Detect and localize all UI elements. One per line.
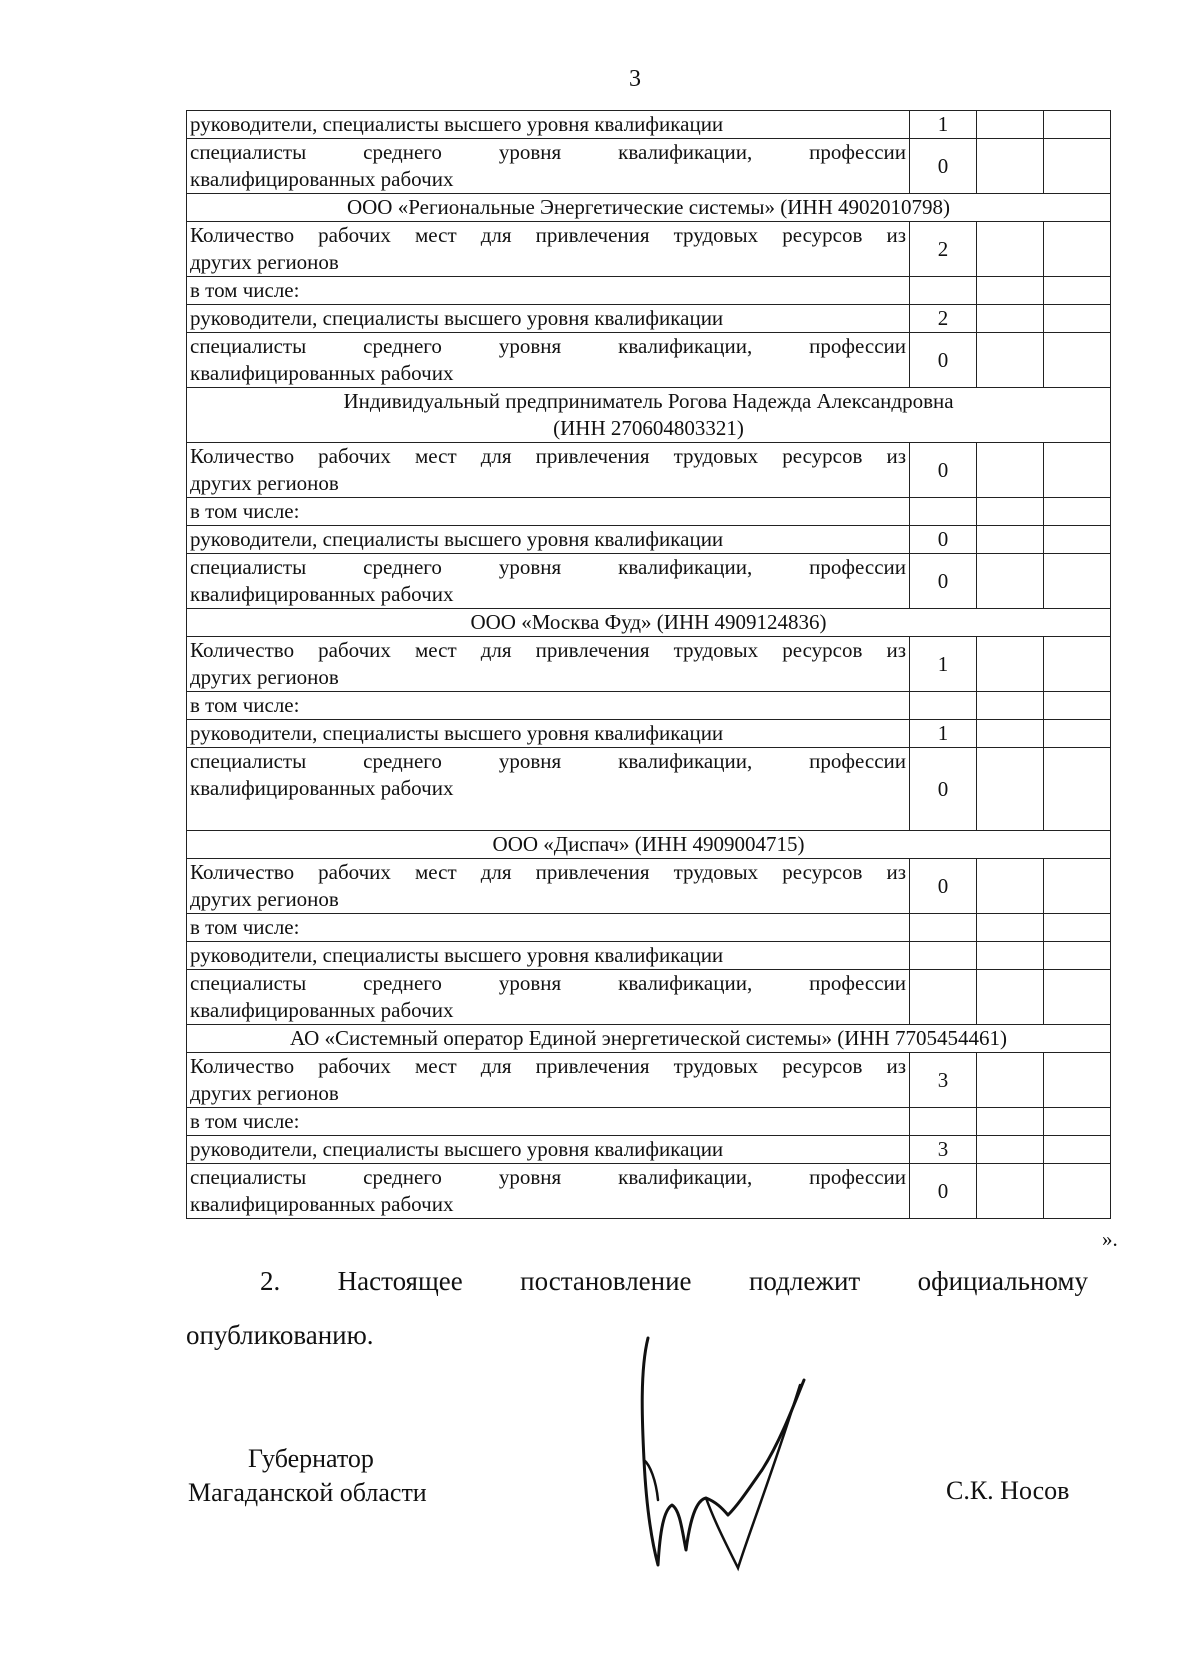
row-label-specialists: специалисты среднего уровня квалификации, профессии квалифицированных рабочих bbox=[187, 748, 910, 831]
table-row bbox=[187, 526, 1111, 554]
org-heading-row bbox=[187, 388, 1111, 443]
org-heading: ООО «Москва Фуд» (ИНН 4909124836) bbox=[187, 609, 1111, 637]
table-row bbox=[187, 914, 1111, 942]
table-row bbox=[187, 498, 1111, 526]
org-heading: ООО «Диспач» (ИНН 4909004715) bbox=[187, 831, 1111, 859]
org-heading-row bbox=[187, 831, 1111, 859]
table-row bbox=[187, 859, 1111, 914]
closing-quote: ». bbox=[1102, 1227, 1118, 1251]
table-row bbox=[187, 305, 1111, 333]
row-label-managers: руководители, специалисты высшего уровня квалификации bbox=[187, 720, 910, 748]
value-cell: 0 bbox=[910, 554, 977, 609]
workplaces-table bbox=[186, 110, 1111, 1219]
table-row bbox=[187, 970, 1111, 1025]
row-label-specialists: специалисты среднего уровня квалификации, профессии квалифицированных рабочих bbox=[187, 970, 910, 1025]
org-heading: АО «Системный оператор Единой энергетической системы» (ИНН 7705454461) bbox=[187, 1025, 1111, 1053]
org-heading-row bbox=[187, 194, 1111, 222]
row-label-including: в том числе: bbox=[187, 1108, 910, 1136]
value-cell: 1 bbox=[910, 720, 977, 748]
row-label-including: в том числе: bbox=[187, 914, 910, 942]
value-cell: 0 bbox=[910, 443, 977, 498]
paragraph-line1: 2. Настоящее постановление подлежит официальному bbox=[260, 1266, 1088, 1296]
table-row bbox=[187, 443, 1111, 498]
value-cell: 0 bbox=[910, 748, 977, 831]
row-label-workplaces: Количество рабочих мест для привлечения трудовых ресурсов из других регионов bbox=[187, 859, 910, 914]
row-label-workplaces: Количество рабочих мест для привлечения трудовых ресурсов из других регионов bbox=[187, 637, 910, 692]
signatory-name: С.К. Носов bbox=[946, 1476, 1070, 1505]
row-label-including: в том числе: bbox=[187, 692, 910, 720]
value-cell: 0 bbox=[910, 333, 977, 388]
value-cell: 1 bbox=[910, 637, 977, 692]
page-number: 3 bbox=[629, 66, 641, 92]
value-cell: 2 bbox=[910, 305, 977, 333]
table-row bbox=[187, 1136, 1111, 1164]
table-row bbox=[187, 111, 1111, 139]
row-label-workplaces: Количество рабочих мест для привлечения трудовых ресурсов из других регионов bbox=[187, 1053, 910, 1108]
paragraph-line2: опубликованию. bbox=[186, 1320, 374, 1350]
table-row bbox=[187, 692, 1111, 720]
row-label-specialists: специалисты среднего уровня квалификации, профессии квалифицированных рабочих bbox=[187, 554, 910, 609]
row-label-including: в том числе: bbox=[187, 498, 910, 526]
table-row bbox=[187, 1108, 1111, 1136]
value-cell: 0 bbox=[910, 526, 977, 554]
row-label-specialists: специалисты среднего уровня квалификации, профессии квалифицированных рабочих bbox=[187, 1164, 910, 1219]
value-cell bbox=[910, 942, 977, 970]
row-label-including: в том числе: bbox=[187, 277, 910, 305]
org-heading: ООО «Региональные Энергетические системы» (ИНН 4902010798) bbox=[187, 194, 1111, 222]
org-heading-row bbox=[187, 1025, 1111, 1053]
table-row bbox=[187, 1164, 1111, 1219]
value-cell: 0 bbox=[910, 139, 977, 194]
value-cell: 1 bbox=[910, 111, 977, 139]
table-row bbox=[187, 554, 1111, 609]
row-label-managers: руководители, специалисты высшего уровня квалификации bbox=[187, 526, 910, 554]
table-row bbox=[187, 222, 1111, 277]
org-heading-row bbox=[187, 609, 1111, 637]
row-label-managers: руководители, специалисты высшего уровня квалификации bbox=[187, 942, 910, 970]
row-label-managers: руководители, специалисты высшего уровня квалификации bbox=[187, 111, 910, 139]
row-label-specialists: специалисты среднего уровня квалификации, профессии квалифицированных рабочих bbox=[187, 333, 910, 388]
table-row bbox=[187, 277, 1111, 305]
table-row bbox=[187, 720, 1111, 748]
org-heading: Индивидуальный предприниматель Рогова Надежда Александровна (ИНН 270604803321) bbox=[187, 388, 1111, 443]
value-cell: 0 bbox=[910, 859, 977, 914]
table-row bbox=[187, 139, 1111, 194]
handwritten-signature bbox=[630, 1330, 850, 1590]
value-cell: 3 bbox=[910, 1053, 977, 1108]
table-row bbox=[187, 333, 1111, 388]
value-cell: 0 bbox=[910, 1164, 977, 1219]
row-label-managers: руководители, специалисты высшего уровня квалификации bbox=[187, 1136, 910, 1164]
table-row bbox=[187, 942, 1111, 970]
value-cell: 3 bbox=[910, 1136, 977, 1164]
row-label-specialists: специалисты среднего уровня квалификации, профессии квалифицированных рабочих bbox=[187, 139, 910, 194]
row-label-workplaces: Количество рабочих мест для привлечения трудовых ресурсов из других регионов bbox=[187, 222, 910, 277]
table-row bbox=[187, 748, 1111, 831]
value-cell: 2 bbox=[910, 222, 977, 277]
signatory-title: Губернатор Магаданской области bbox=[188, 1444, 427, 1507]
table-row bbox=[187, 637, 1111, 692]
row-label-workplaces: Количество рабочих мест для привлечения трудовых ресурсов из других регионов bbox=[187, 443, 910, 498]
table-row bbox=[187, 1053, 1111, 1108]
value-cell bbox=[910, 970, 977, 1025]
row-label-managers: руководители, специалисты высшего уровня квалификации bbox=[187, 305, 910, 333]
